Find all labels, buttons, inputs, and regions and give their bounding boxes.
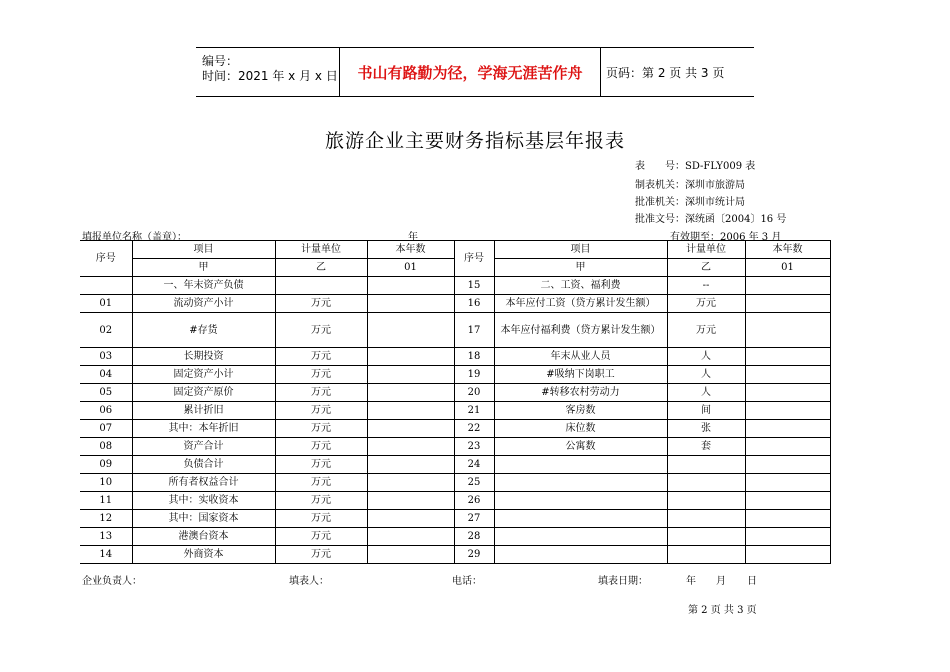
left-unit-cell: 万元 xyxy=(275,492,367,510)
right-value-cell xyxy=(745,277,830,295)
right-item-cell: 床位数 xyxy=(494,420,667,438)
left-value-cell xyxy=(367,438,454,456)
table-row xyxy=(80,474,830,492)
form-number: 表 号：SD-FLY009 表 xyxy=(635,161,756,172)
left-item-cell: 长期投资 xyxy=(132,348,275,366)
right-seq-cell: 24 xyxy=(454,456,494,474)
table-row xyxy=(80,546,830,564)
fill-date-label: 填表日期： xyxy=(598,576,648,587)
left-item-cell: 港澳台资本 xyxy=(132,528,275,546)
left-unit-cell: 万元 xyxy=(275,456,367,474)
right-unit-cell xyxy=(667,510,745,528)
left-value-cell xyxy=(367,546,454,564)
right-seq-cell: 28 xyxy=(454,528,494,546)
year-label: 年 xyxy=(408,232,418,243)
left-item-cell: 其中：国家资本 xyxy=(132,510,275,528)
header-value-left: 本年数 xyxy=(367,241,454,259)
header-seq-right: 序号 xyxy=(454,241,494,277)
right-seq-cell: 16 xyxy=(454,295,494,313)
header-unit-left: 计量单位 xyxy=(275,241,367,259)
filler-label: 填表人： xyxy=(289,576,329,587)
right-unit-cell: 万元 xyxy=(667,295,745,313)
left-seq-cell: 13 xyxy=(80,528,132,546)
right-item-cell: #转移农村劳动力 xyxy=(494,384,667,402)
left-value-cell xyxy=(367,528,454,546)
right-value-cell xyxy=(745,384,830,402)
right-value-cell xyxy=(745,510,830,528)
right-unit-cell xyxy=(667,528,745,546)
left-seq-cell: 08 xyxy=(80,438,132,456)
date-day: 日 xyxy=(747,576,757,587)
table-row xyxy=(80,295,830,313)
table-header-row xyxy=(80,241,830,259)
right-unit-cell xyxy=(667,456,745,474)
header-item-left: 项目 xyxy=(132,241,275,259)
header-left-cell xyxy=(196,48,339,96)
left-seq-cell xyxy=(80,277,132,295)
right-seq-cell: 25 xyxy=(454,474,494,492)
right-unit-cell xyxy=(667,546,745,564)
right-seq-cell: 15 xyxy=(454,277,494,295)
left-item-cell: 其中：实收资本 xyxy=(132,492,275,510)
right-unit-cell: 人 xyxy=(667,384,745,402)
left-seq-cell: 03 xyxy=(80,348,132,366)
header-unit-right: 计量单位 xyxy=(667,241,745,259)
right-item-cell xyxy=(494,492,667,510)
principal-label: 企业负责人： xyxy=(82,576,142,587)
left-unit-cell: 万元 xyxy=(275,384,367,402)
left-unit-cell: 万元 xyxy=(275,510,367,528)
left-value-cell xyxy=(367,384,454,402)
sub-item-left: 甲 xyxy=(132,259,275,277)
left-item-cell: 负债合计 xyxy=(132,456,275,474)
right-seq-cell: 23 xyxy=(454,438,494,456)
number-label: 编号： xyxy=(202,54,239,68)
left-item-cell: 资产合计 xyxy=(132,438,275,456)
right-unit-cell xyxy=(667,474,745,492)
table-row xyxy=(80,456,830,474)
left-item-cell: 流动资产小计 xyxy=(132,295,275,313)
right-unit-cell: -- xyxy=(667,277,745,295)
left-seq-cell: 04 xyxy=(80,366,132,384)
left-item-cell: 其中：本年折旧 xyxy=(132,420,275,438)
left-seq-cell: 02 xyxy=(80,313,132,348)
left-item-cell: #存货 xyxy=(132,313,275,348)
sub-value-left: 01 xyxy=(367,259,454,277)
phone-label: 电话： xyxy=(452,576,482,587)
table-row xyxy=(80,277,830,295)
left-unit-cell: 万元 xyxy=(275,438,367,456)
left-unit-cell: 万元 xyxy=(275,366,367,384)
left-seq-cell: 05 xyxy=(80,384,132,402)
left-seq-cell: 14 xyxy=(80,546,132,564)
left-item-cell: 所有者权益合计 xyxy=(132,474,275,492)
left-unit-cell xyxy=(275,277,367,295)
right-value-cell xyxy=(745,456,830,474)
approval-doc: 批准文号：深统函〔2004〕16 号 xyxy=(635,214,787,225)
right-seq-cell: 18 xyxy=(454,348,494,366)
left-seq-cell: 11 xyxy=(80,492,132,510)
right-value-cell xyxy=(745,492,830,510)
right-value-cell xyxy=(745,438,830,456)
left-unit-cell: 万元 xyxy=(275,313,367,348)
time-label: 时间：2021 年 x 月 x 日 xyxy=(202,69,338,83)
right-unit-cell: 人 xyxy=(667,348,745,366)
left-value-cell xyxy=(367,420,454,438)
left-item-cell: 外商资本 xyxy=(132,546,275,564)
right-item-cell xyxy=(494,510,667,528)
valid-until: 有效期至：2006 年 3 月 xyxy=(670,232,782,243)
report-title: 旅游企业主要财务指标基层年报表 xyxy=(324,130,625,152)
right-item-cell xyxy=(494,528,667,546)
right-seq-cell: 17 xyxy=(454,313,494,348)
sub-unit-right: 乙 xyxy=(667,259,745,277)
table-row xyxy=(80,510,830,528)
header-seq-left: 序号 xyxy=(80,241,132,277)
left-value-cell xyxy=(367,277,454,295)
right-item-cell: 公寓数 xyxy=(494,438,667,456)
right-item-cell xyxy=(494,546,667,564)
left-unit-cell: 万元 xyxy=(275,546,367,564)
right-item-cell xyxy=(494,456,667,474)
fill-unit-label: 填报单位名称（盖章）： xyxy=(82,232,187,243)
right-item-cell: 本年应付工资（贷方累计发生额） xyxy=(494,295,667,313)
left-unit-cell: 万元 xyxy=(275,420,367,438)
right-value-cell xyxy=(745,420,830,438)
right-value-cell xyxy=(745,313,830,348)
right-unit-cell: 套 xyxy=(667,438,745,456)
left-item-cell: 固定资产原价 xyxy=(132,384,275,402)
right-seq-cell: 29 xyxy=(454,546,494,564)
table-row xyxy=(80,384,830,402)
left-seq-cell: 12 xyxy=(80,510,132,528)
right-value-cell xyxy=(745,348,830,366)
left-seq-cell: 07 xyxy=(80,420,132,438)
right-seq-cell: 26 xyxy=(454,492,494,510)
right-value-cell xyxy=(745,546,830,564)
table-row xyxy=(80,402,830,420)
left-unit-cell: 万元 xyxy=(275,295,367,313)
left-unit-cell: 万元 xyxy=(275,474,367,492)
sub-value-right: 01 xyxy=(745,259,830,277)
table-row xyxy=(80,348,830,366)
right-seq-cell: 20 xyxy=(454,384,494,402)
report-table xyxy=(80,240,831,564)
right-value-cell xyxy=(745,474,830,492)
left-seq-cell: 10 xyxy=(80,474,132,492)
table-row xyxy=(80,492,830,510)
right-item-cell xyxy=(494,474,667,492)
date-month: 月 xyxy=(716,576,726,587)
table-row xyxy=(80,366,830,384)
table-row xyxy=(80,438,830,456)
right-value-cell xyxy=(745,366,830,384)
right-item-cell: 本年应付福利费（贷方累计发生额） xyxy=(494,313,667,348)
right-seq-cell: 27 xyxy=(454,510,494,528)
right-unit-cell: 间 xyxy=(667,402,745,420)
left-item-cell: 累计折旧 xyxy=(132,402,275,420)
left-value-cell xyxy=(367,492,454,510)
table-row xyxy=(80,420,830,438)
left-seq-cell: 09 xyxy=(80,456,132,474)
right-unit-cell: 万元 xyxy=(667,313,745,348)
right-value-cell xyxy=(745,528,830,546)
left-value-cell xyxy=(367,366,454,384)
approver: 批准机关：深圳市统计局 xyxy=(635,197,745,208)
left-value-cell xyxy=(367,295,454,313)
left-unit-cell: 万元 xyxy=(275,348,367,366)
left-value-cell xyxy=(367,474,454,492)
left-seq-cell: 06 xyxy=(80,402,132,420)
left-unit-cell: 万元 xyxy=(275,528,367,546)
motto: 书山有路勤为径，学海无涯苦作舟 xyxy=(339,48,601,96)
header-item-right: 项目 xyxy=(494,241,667,259)
left-value-cell xyxy=(367,348,454,366)
right-seq-cell: 19 xyxy=(454,366,494,384)
sub-item-right: 甲 xyxy=(494,259,667,277)
right-item-cell: 年末从业人员 xyxy=(494,348,667,366)
table-row xyxy=(80,313,830,348)
page-info: 页码：第 2 页 共 3 页 xyxy=(606,65,725,80)
right-unit-cell: 张 xyxy=(667,420,745,438)
left-value-cell xyxy=(367,313,454,348)
sub-unit-left: 乙 xyxy=(275,259,367,277)
right-value-cell xyxy=(745,295,830,313)
right-value-cell xyxy=(745,402,830,420)
issuer: 制表机关：深圳市旅游局 xyxy=(635,180,745,191)
left-item-cell: 一、年末资产负债 xyxy=(132,277,275,295)
table-row xyxy=(80,528,830,546)
document-header xyxy=(196,47,754,97)
right-item-cell: 客房数 xyxy=(494,402,667,420)
left-value-cell xyxy=(367,456,454,474)
left-item-cell: 固定资产小计 xyxy=(132,366,275,384)
right-item-cell: 二、工资、福利费 xyxy=(494,277,667,295)
left-value-cell xyxy=(367,402,454,420)
left-seq-cell: 01 xyxy=(80,295,132,313)
right-unit-cell xyxy=(667,492,745,510)
date-year: 年 xyxy=(686,576,696,587)
right-item-cell: #吸纳下岗职工 xyxy=(494,366,667,384)
right-unit-cell: 人 xyxy=(667,366,745,384)
left-value-cell xyxy=(367,510,454,528)
right-seq-cell: 22 xyxy=(454,420,494,438)
header-value-right: 本年数 xyxy=(745,241,830,259)
page-footer: 第 2 页 共 3 页 xyxy=(688,605,757,616)
left-unit-cell: 万元 xyxy=(275,402,367,420)
right-seq-cell: 21 xyxy=(454,402,494,420)
